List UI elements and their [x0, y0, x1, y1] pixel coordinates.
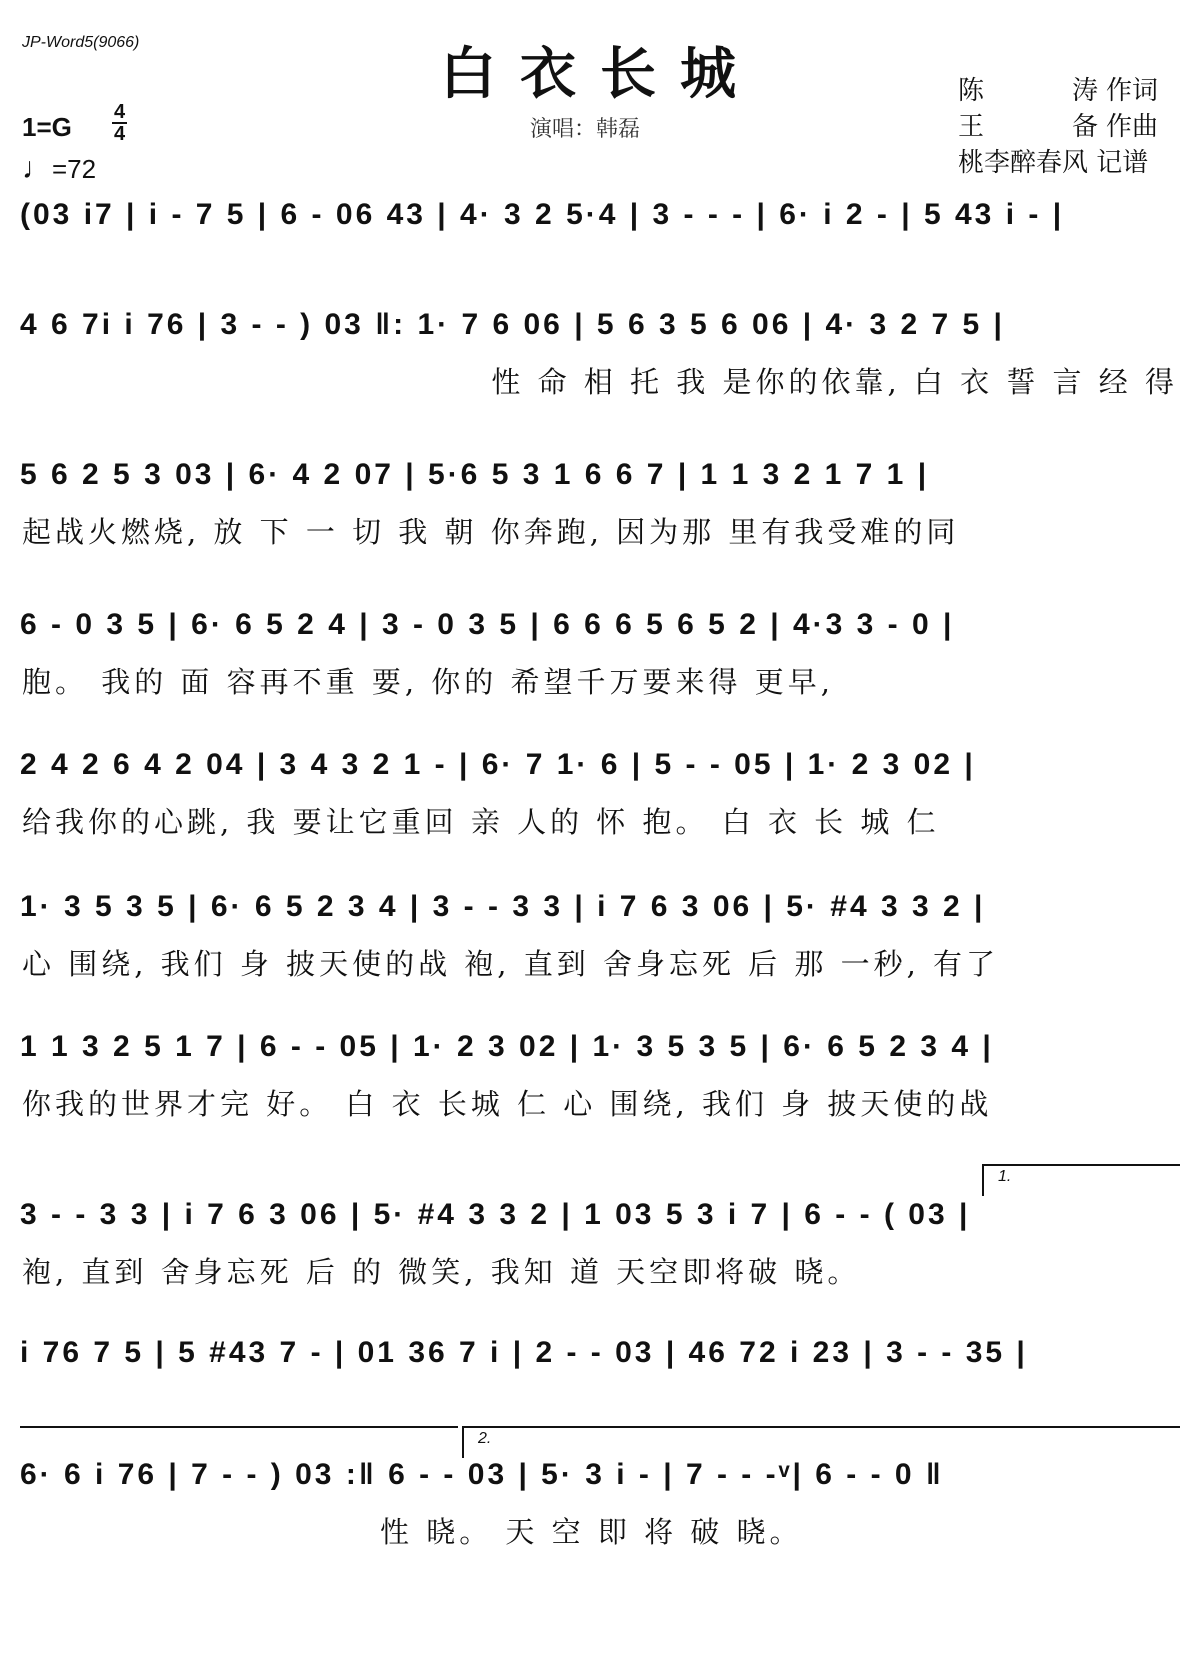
composer-role: 作曲 — [1106, 112, 1159, 142]
lyrics: 胞。 我的 面 容再不重 要, 你的 希望千万要来得 更早, — [22, 665, 834, 699]
singer: 演唱：韩磊 — [530, 117, 641, 142]
first-ending-bracket — [982, 1164, 1180, 1196]
time-signature — [112, 102, 127, 144]
time-top: 4 — [114, 101, 126, 123]
lyrics: 性 晓。 天 空 即 将 破 晓。 — [380, 1515, 803, 1549]
notation: 1 1 3 2 5 1 7 | 6 - - 05 | 1· 2 3 02 | 1· 3 5 3 5 | 6· 6 5 2 3 4 | — [20, 1030, 994, 1063]
tempo-value: =72 — [52, 154, 97, 184]
notation: (03 i7 | i - 7 5 | 6 - 06 43 | 4· 3 2 5·4 | 3 - - - | 6· i 2 - | 5 43 i - | — [20, 198, 1065, 231]
credit-transcriber — [958, 142, 1148, 179]
notation: 5 6 2 5 3 03 | 6· 4 2 07 | 5·6 5 3 1 6 6 7 | 1 1 3 2 1 7 1 | — [20, 458, 930, 491]
score-line-4 — [0, 608, 1200, 728]
time-bottom: 4 — [114, 123, 126, 145]
score-line-5 — [0, 748, 1200, 868]
lyrics — [22, 250, 1178, 294]
credit-lyricist — [958, 70, 1158, 107]
score-line-2 — [0, 308, 1200, 428]
lyrics: 袍, 直到 舍身忘死 后 的 微笑, 我知 道 天空即将破 晓。 — [22, 1255, 861, 1289]
second-ending-label: 2. — [478, 1430, 492, 1447]
notation: 4 6 7i i 76 | 3 - - ) 03 ‖: 1· 7 6 06 | 5 6 3 5 6 06 | 4· 3 2 7 5 | — [20, 308, 1005, 341]
score-line-10 — [0, 1458, 1200, 1578]
notation: 6· 6 i 76 | 7 - - ) 03 :‖ 6 - - 03 | 5· 3 i - | 7 - - -ᵛ| 6 - - 0 ‖ — [20, 1458, 944, 1491]
lyrics: 心 围绕, 我们 身 披天使的战 袍, 直到 舍身忘死 后 那 一秒, 有了 — [22, 947, 1000, 981]
credit-composer — [958, 106, 1158, 143]
score-line-8 — [0, 1198, 1200, 1318]
lyrics: 给我你的心跳, 我 要让它重回 亲 人的 怀 抱。 白 衣 长 城 仁 — [22, 805, 940, 839]
key-signature: 1=G — [22, 112, 72, 142]
lyrics: 你我的世界才完 好。 白 衣 长城 仁 心 围绕, 我们 身 披天使的战 — [22, 1087, 993, 1121]
score-line-6 — [0, 890, 1200, 1010]
notation: 1· 3 5 3 5 | 6· 6 5 2 3 4 | 3 - - 3 3 | i 7 6 3 06 | 5· #4 3 3 2 | — [20, 890, 986, 923]
song-title: 白衣长城 — [440, 41, 760, 107]
notation: i 76 7 5 | 5 #43 7 - | 01 36 7 i | 2 - - 03 | 46 72 i 23 | 3 - - 35 | — [20, 1336, 1028, 1369]
source-label: JP-Word5(9066) — [22, 34, 140, 51]
score-line-1 — [0, 198, 1200, 318]
lyrics: 性 命 相 托 我 是你的依靠, 白 衣 誓 言 经 得 — [491, 365, 1178, 399]
notation: 2 4 2 6 4 2 04 | 3 4 3 2 1 - | 6· 7 1· 6 | 5 - - 05 | 1· 2 3 02 | — [20, 748, 976, 781]
quarter-note-icon: ♩ — [22, 152, 52, 185]
transcriber-role: 记谱 — [1096, 148, 1149, 178]
tempo-mark — [22, 152, 96, 186]
lyricist-role: 作词 — [1106, 76, 1159, 106]
transcriber-name: 桃李醉春风 — [958, 148, 1089, 178]
lyricist-name: 陈 涛 — [958, 76, 1098, 106]
notation: 3 - - 3 3 | i 7 6 3 06 | 5· #4 3 3 2 | 1 03 5 3 i 7 | 6 - - ( 03 | — [20, 1198, 971, 1231]
second-ending-bracket — [462, 1426, 1180, 1458]
first-ending-continuation — [20, 1426, 458, 1428]
notation: 6 - 0 3 5 | 6· 6 5 2 4 | 3 - 0 3 5 | 6 6 6 5 6 5 2 | 4·3 3 - 0 | — [20, 608, 955, 641]
score-line-7 — [0, 1030, 1200, 1150]
composer-name: 王 备 — [958, 112, 1098, 142]
first-ending-label: 1. — [998, 1168, 1012, 1185]
score-line-3 — [0, 458, 1200, 578]
lyrics: 起战火燃烧, 放 下 一 切 我 朝 你奔跑, 因为那 里有我受难的同 — [22, 515, 960, 549]
